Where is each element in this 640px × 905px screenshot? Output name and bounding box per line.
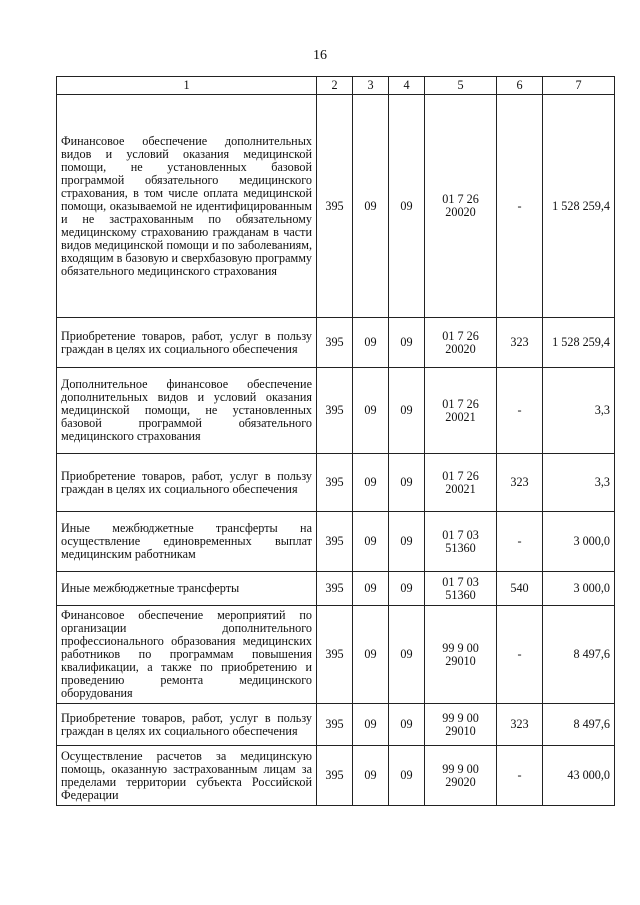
subsection-code: 09 [389, 704, 425, 746]
expense-type-code: - [497, 95, 543, 318]
subsection-code: 09 [389, 454, 425, 512]
amount: 3 000,0 [543, 572, 615, 606]
grbs-code: 395 [317, 746, 353, 806]
table-row [57, 606, 615, 704]
expense-type-code: - [497, 368, 543, 454]
grbs-code: 395 [317, 606, 353, 704]
grbs-code: 395 [317, 704, 353, 746]
section-code: 09 [353, 368, 389, 454]
section-code: 09 [353, 454, 389, 512]
amount: 3,3 [543, 368, 615, 454]
target-article-code: 01 7 26 20020 [425, 318, 497, 368]
subsection-code: 09 [389, 606, 425, 704]
row-name: Дополнительное финансовое обеспечение дополнительных видов и условий оказания медицинской помощи, не установленных базовой программой обязательного медицинского страхования [57, 368, 317, 454]
target-article-code: 99 9 00 29010 [425, 704, 497, 746]
subsection-code: 09 [389, 572, 425, 606]
expense-type-code: - [497, 606, 543, 704]
page-number: 16 [313, 48, 327, 63]
expense-type-code: 323 [497, 704, 543, 746]
subsection-code: 09 [389, 746, 425, 806]
section-code: 09 [353, 512, 389, 572]
table-row [57, 512, 615, 572]
section-code: 09 [353, 95, 389, 318]
row-name: Иные межбюджетные трансферты [57, 572, 317, 606]
target-article-code: 01 7 03 51360 [425, 572, 497, 606]
table-row [57, 454, 615, 512]
subsection-code: 09 [389, 512, 425, 572]
column-header: 3 [353, 77, 389, 95]
column-header: 5 [425, 77, 497, 95]
target-article-code: 01 7 03 51360 [425, 512, 497, 572]
section-code: 09 [353, 606, 389, 704]
table-header-row [57, 77, 615, 95]
row-name: Приобретение товаров, работ, услуг в пользу граждан в целях их социального обеспечения [57, 454, 317, 512]
row-name: Приобретение товаров, работ, услуг в пользу граждан в целях их социального обеспечения [57, 318, 317, 368]
amount: 1 528 259,4 [543, 95, 615, 318]
table-row [57, 746, 615, 806]
target-article-code: 01 7 26 20020 [425, 95, 497, 318]
row-name: Финансовое обеспечение мероприятий по организации дополнительного профессионального образования медицинских работников по программам повышения квалификации, а также по приобретению и проведению ремонта медицинского оборудования [57, 606, 317, 704]
grbs-code: 395 [317, 572, 353, 606]
expense-type-code: - [497, 746, 543, 806]
grbs-code: 395 [317, 454, 353, 512]
column-header: 4 [389, 77, 425, 95]
grbs-code: 395 [317, 368, 353, 454]
section-code: 09 [353, 746, 389, 806]
amount: 3,3 [543, 454, 615, 512]
table-row [57, 95, 615, 318]
grbs-code: 395 [317, 318, 353, 368]
table-row [57, 704, 615, 746]
subsection-code: 09 [389, 368, 425, 454]
amount: 1 528 259,4 [543, 318, 615, 368]
budget-table [56, 76, 615, 806]
target-article-code: 01 7 26 20021 [425, 368, 497, 454]
section-code: 09 [353, 572, 389, 606]
expense-type-code: - [497, 512, 543, 572]
grbs-code: 395 [317, 512, 353, 572]
grbs-code: 395 [317, 95, 353, 318]
column-header: 6 [497, 77, 543, 95]
table-row [57, 572, 615, 606]
target-article-code: 99 9 00 29010 [425, 606, 497, 704]
row-name: Приобретение товаров, работ, услуг в пользу граждан в целях их социального обеспечения [57, 704, 317, 746]
expense-type-code: 540 [497, 572, 543, 606]
subsection-code: 09 [389, 95, 425, 318]
row-name: Финансовое обеспечение дополнительных видов и условий оказания медицинской помощи, не установленных базовой программой обязательного медицинского страхования, в том числе оплата медицинской помощи, оказываемой не идентифицированным и не застрахованным по обязательному медицинскому страхованию гражданам в части видов медицинской помощи и по заболеваниям, входящим в базовую и сверхбазовую программу обязательного медицинского страхования [57, 95, 317, 318]
amount: 8 497,6 [543, 704, 615, 746]
subsection-code: 09 [389, 318, 425, 368]
column-header: 2 [317, 77, 353, 95]
column-header: 1 [57, 77, 317, 95]
expense-type-code: 323 [497, 454, 543, 512]
amount: 3 000,0 [543, 512, 615, 572]
expense-type-code: 323 [497, 318, 543, 368]
column-header: 7 [543, 77, 615, 95]
amount: 8 497,6 [543, 606, 615, 704]
section-code: 09 [353, 318, 389, 368]
amount: 43 000,0 [543, 746, 615, 806]
target-article-code: 01 7 26 20021 [425, 454, 497, 512]
target-article-code: 99 9 00 29020 [425, 746, 497, 806]
table-row [57, 318, 615, 368]
row-name: Иные межбюджетные трансферты на осуществление единовременных выплат медицинским работникам [57, 512, 317, 572]
section-code: 09 [353, 704, 389, 746]
table-row [57, 368, 615, 454]
row-name: Осуществление расчетов за медицинскую помощь, оказанную застрахованным лицам за пределами территории субъекта Российской Федерации [57, 746, 317, 806]
